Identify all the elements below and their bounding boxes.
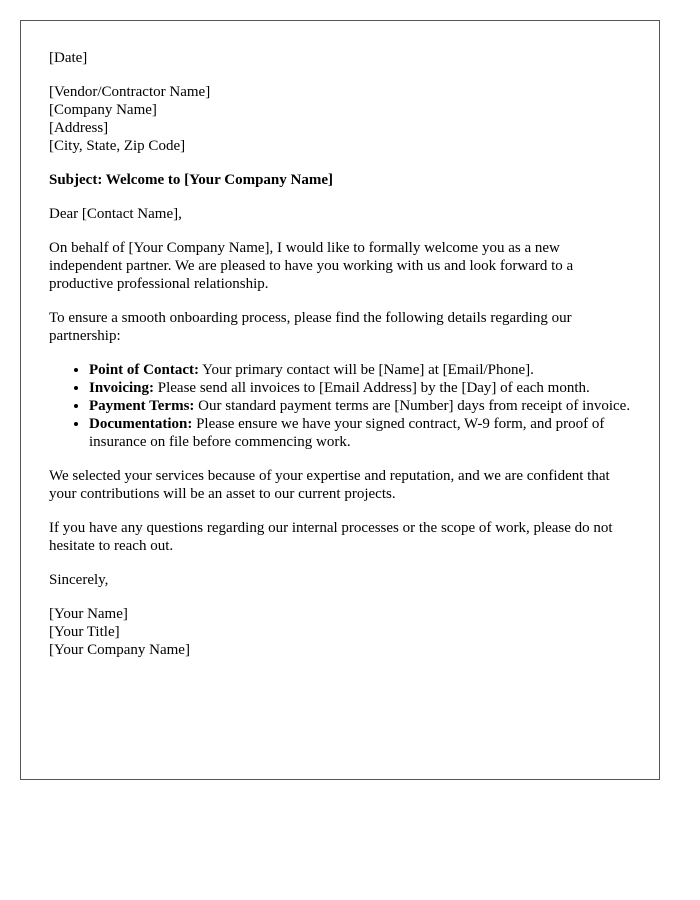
recipient-address-block: [49, 83, 631, 155]
detail-term: Payment Terms:: [89, 398, 195, 414]
detail-text: Our standard payment terms are [Number] days from receipt of invoice.: [194, 398, 631, 414]
list-item: [89, 397, 631, 415]
body-paragraph: To ensure a smooth onboarding process, please find the following details regarding our partnership:: [49, 310, 572, 344]
detail-text: Please ensure we have your signed contract, W-9 form, and proof of insurance on file before commencing work.: [89, 416, 605, 450]
letter-salutation: Dear [Contact Name],: [49, 206, 182, 222]
signature-name: [Your Name]: [49, 606, 128, 622]
letter-subject: Subject: Welcome to [Your Company Name]: [49, 172, 333, 188]
detail-term: Invoicing:: [89, 380, 155, 396]
letter-page: [20, 20, 660, 780]
body-paragraph: If you have any questions regarding our internal processes or the scope of work, please do not hesitate to reach out.: [49, 520, 613, 554]
letter-signoff: Sincerely,: [49, 572, 109, 588]
recipient-company: [Company Name]: [49, 102, 157, 118]
body-paragraph: On behalf of [Your Company Name], I would like to formally welcome you as a new independent partner. We are pleased to have you working with us and look forward to a productive professional relationship.: [49, 240, 574, 292]
list-item: [89, 361, 631, 379]
detail-term: Documentation:: [89, 416, 193, 432]
list-item: [89, 415, 631, 451]
detail-text: Your primary contact will be [Name] at [Email/Phone].: [198, 362, 534, 378]
recipient-address: [Address]: [49, 120, 109, 136]
list-item: [89, 379, 631, 397]
letter-date: [Date]: [49, 50, 88, 66]
recipient-name: [Vendor/Contractor Name]: [49, 84, 211, 100]
signature-company: [Your Company Name]: [49, 642, 190, 658]
signature-title: [Your Title]: [49, 624, 120, 640]
signature-block: [49, 605, 631, 659]
recipient-city-state-zip: [City, State, Zip Code]: [49, 138, 186, 154]
detail-text: Please send all invoices to [Email Address] by the [Day] of each month.: [154, 380, 590, 396]
body-paragraph: We selected your services because of your expertise and reputation, and we are confident that your contributions will be an asset to our current projects.: [49, 468, 610, 502]
detail-term: Point of Contact:: [89, 362, 199, 378]
partnership-details-list: [49, 361, 631, 451]
